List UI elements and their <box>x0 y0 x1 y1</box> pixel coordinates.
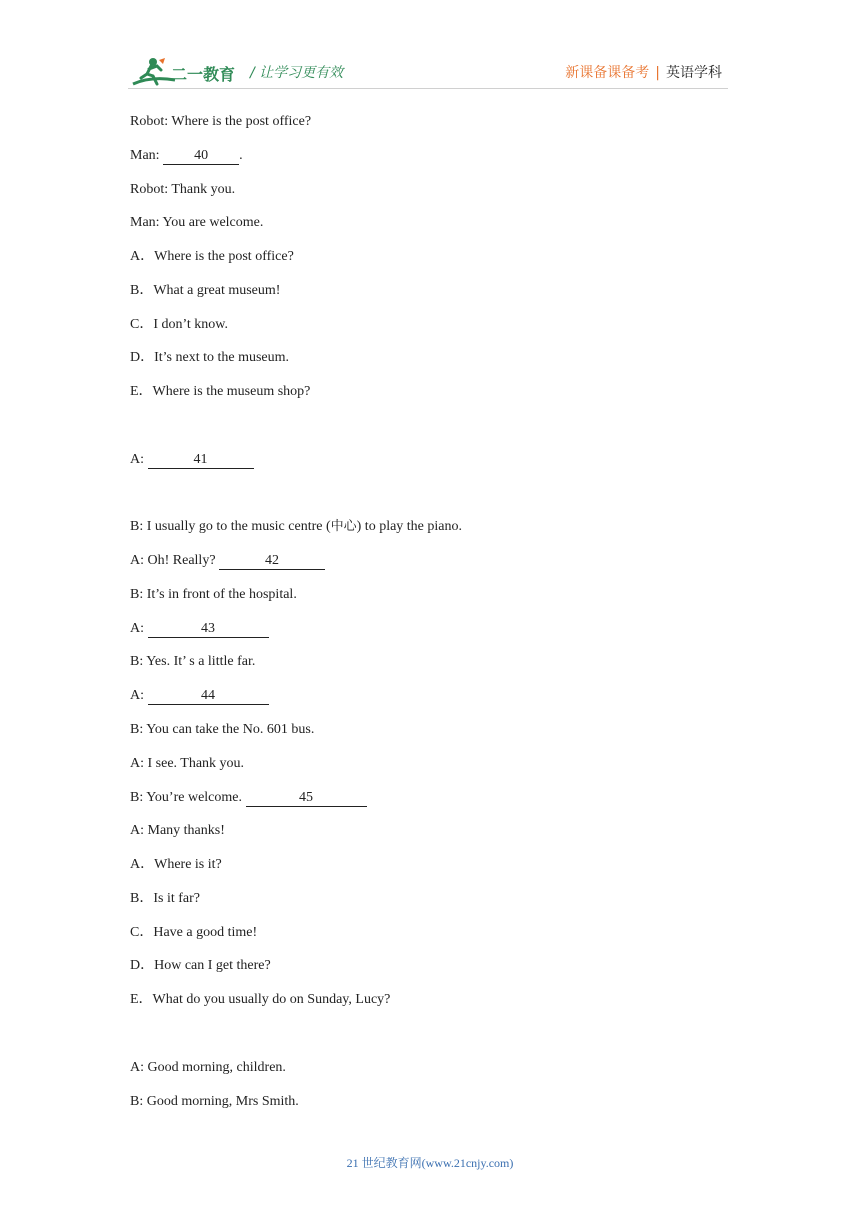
page-header <box>0 0 860 100</box>
speaker-text: B: I usually go to the music centre ( <box>130 519 331 534</box>
logo-text: 二一教育 <box>171 65 236 84</box>
dialogue-line <box>130 518 462 536</box>
header-divider <box>128 88 728 89</box>
dialogue-line: Man: You are welcome. <box>130 215 264 230</box>
dialogue-line: A: Good morning, children. <box>130 1060 286 1075</box>
dialogue-line: Robot: Thank you. <box>130 182 236 197</box>
option-item: A．Where is it? <box>130 857 222 872</box>
answer-blank-41[interactable]: 41 <box>148 452 254 469</box>
dialogue-line: Robot: Where is the post office? <box>130 114 312 129</box>
dialogue-line <box>130 687 269 705</box>
speaker-text: A: <box>130 452 148 467</box>
answer-blank-42[interactable]: 42 <box>219 553 325 570</box>
answer-blank-40[interactable]: 40 <box>163 148 239 165</box>
dialogue-line <box>130 552 325 570</box>
option-item: B．Is it far? <box>130 891 200 906</box>
dialogue-line: A: Many thanks! <box>130 823 225 838</box>
dialogue-line <box>130 620 269 638</box>
option-item: E．What do you usually do on Sunday, Lucy? <box>130 992 391 1007</box>
speaker-text: Man: <box>130 148 164 163</box>
speaker-text: A: <box>130 621 148 636</box>
speaker-text: ) to play the piano. <box>356 519 463 534</box>
answer-blank-43[interactable]: 43 <box>148 621 269 638</box>
dialogue-line: B: Good morning, Mrs Smith. <box>130 1094 299 1109</box>
dialogue-line <box>130 789 367 807</box>
speaker-text: A: Oh! Really? <box>130 553 220 568</box>
option-item: C．I don’t know. <box>130 317 228 332</box>
header-right-label: 新课备课备考 <box>565 65 650 81</box>
answer-blank-44[interactable]: 44 <box>148 688 269 705</box>
option-item: B．What a great museum! <box>130 283 281 298</box>
header-separator: | <box>655 65 660 81</box>
subject-label: 英语学科 <box>666 65 722 81</box>
speaker-text: A: <box>130 688 148 703</box>
page-footer: 21 世纪教育网(www.21cnjy.com) <box>346 1156 514 1170</box>
answer-blank-45[interactable]: 45 <box>246 790 367 807</box>
brand-logo <box>131 56 241 90</box>
option-item: C．Have a good time! <box>130 925 258 940</box>
dialogue-line: A: I see. Thank you. <box>130 756 245 771</box>
header-right <box>565 62 722 82</box>
option-item: A．Where is the post office? <box>130 249 294 264</box>
dialogue-line: B: It’s in front of the hospital. <box>130 587 297 602</box>
dialogue-line <box>130 147 243 165</box>
option-item: D．It’s next to the museum. <box>130 350 290 365</box>
runner-logo-icon <box>131 56 241 90</box>
option-item: E．Where is the museum shop? <box>130 384 311 399</box>
option-item: D．How can I get there? <box>130 958 271 973</box>
punctuation: . <box>239 148 243 163</box>
chinese-gloss: 中心 <box>330 519 357 534</box>
dialogue-line: B: You can take the No. 601 bus. <box>130 722 315 737</box>
speaker-text: B: You’re welcome. <box>130 790 246 805</box>
dialogue-line: B: Yes. It’ s a little far. <box>130 654 256 669</box>
dialogue-line <box>130 451 254 469</box>
slogan: / 让学习更有效 <box>250 65 344 81</box>
